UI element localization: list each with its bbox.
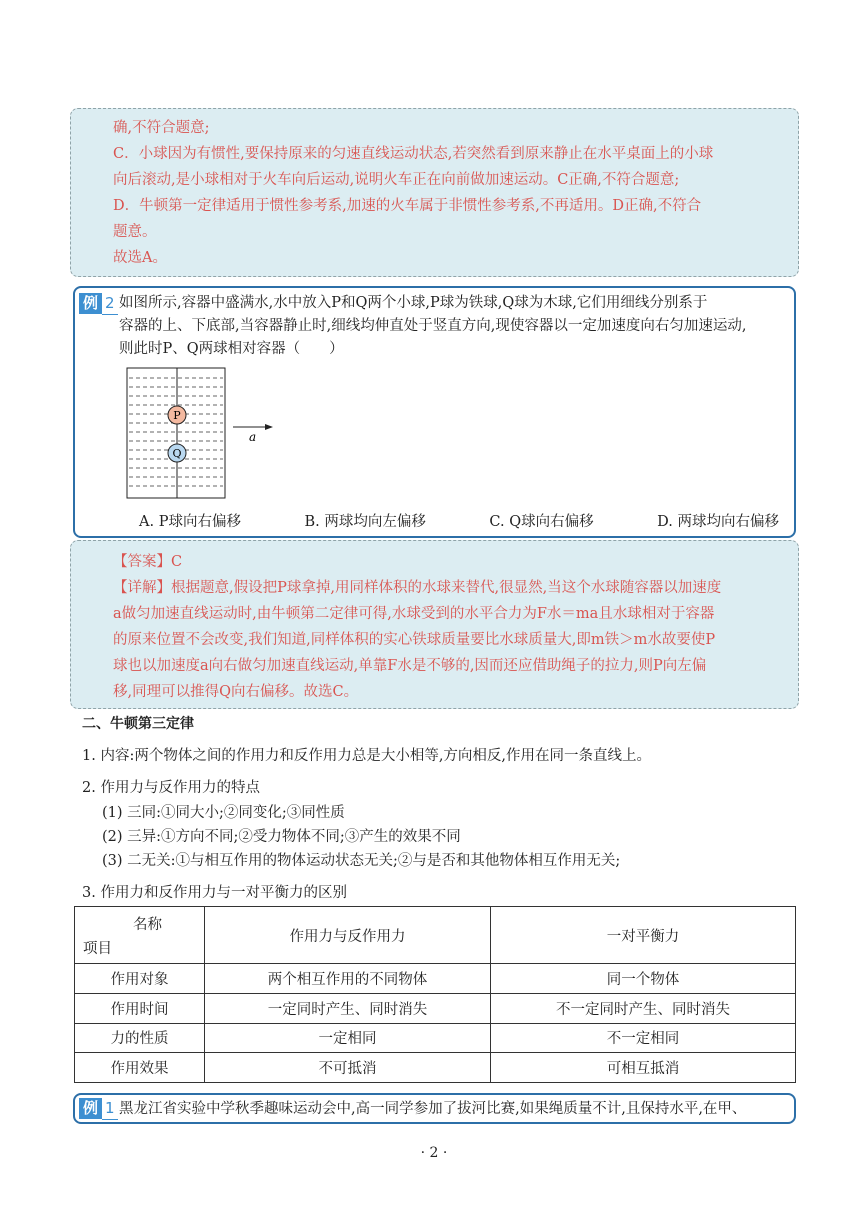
table-cell: 一定同时产生、同时消失 — [205, 993, 491, 1023]
example-tag — [79, 1098, 119, 1119]
example-2-box — [73, 286, 796, 538]
table-header-cell: 作用力与反作用力 — [205, 907, 491, 964]
content-item-2: 2. 作用力与反作用力的特点 — [82, 780, 260, 796]
ball-p-label: P — [173, 409, 181, 422]
option-c[interactable]: C. Q球向右偏移 — [489, 514, 594, 530]
table-header-cell: 一对平衡力 — [491, 907, 796, 964]
corner-top-label: 名称 — [133, 917, 162, 933]
table-cell: 不一定相同 — [491, 1023, 796, 1053]
detail-line: 的原来位置不会改变,我们知道,同样体积的实心铁球质量要比水球质量大,即m铁＞m水故要使P — [113, 632, 716, 648]
explanation-line: 向后滚动,是小球相对于火车向后运动,说明火车正在向前做加速运动。C正确,不符合题意; — [113, 172, 680, 188]
table-cell: 可相互抵消 — [491, 1053, 796, 1083]
section-heading: 二、牛顿第三定律 — [82, 716, 194, 732]
table-corner-cell — [75, 907, 205, 964]
detail-line: a做匀加速直线运动时,由牛顿第二定律可得,水球受到的水平合力为F水＝ma且水球相对于容器 — [113, 606, 715, 622]
example-tag — [79, 293, 119, 314]
comparison-table — [74, 906, 796, 1083]
table-cell: 两个相互作用的不同物体 — [205, 964, 491, 994]
example-tag-word: 例 — [79, 1098, 102, 1119]
explanation-line: C．小球因为有惯性,要保持原来的匀速直线运动状态,若突然看到原来静止在水平桌面上的小球 — [113, 146, 714, 162]
content-item-3: 3. 作用力和反作用力与一对平衡力的区别 — [82, 885, 347, 901]
sub-item-2: (2) 三异:①方向不同;②受力物体不同;③产生的效果不同 — [102, 829, 461, 845]
option-b[interactable]: B. 两球均向左偏移 — [304, 514, 426, 530]
question-line: 容器的上、下底部,当容器静止时,细线均伸直处于竖直方向,现使容器以一定加速度向右匀加速运动, — [119, 318, 747, 334]
table-header-row — [75, 907, 796, 964]
table-cell: 同一个物体 — [491, 964, 796, 994]
table-row — [75, 1023, 796, 1053]
answer-options — [139, 510, 779, 531]
explanation-line: D．牛顿第一定律适用于惯性参考系,加速的火车属于非惯性参考系,不再适用。D正确,不符合 — [113, 198, 702, 214]
detail-line: 移,同理可以推得Q向右偏移。故选C。 — [113, 684, 359, 700]
table-row — [75, 964, 796, 994]
table-row — [75, 993, 796, 1023]
content-item-1: 1. 内容:两个物体之间的作用力和反作用力总是大小相等,方向相反,作用在同一条直线上。 — [82, 748, 652, 764]
corner-bottom-label: 项目 — [83, 941, 112, 957]
table-cell: 作用时间 — [75, 993, 205, 1023]
explanation-box — [70, 108, 799, 277]
answer-line: 【答案】C — [113, 554, 183, 570]
detail-line: 球也以加速度a向右做匀加速直线运动,单靠F水是不够的,因而还应借助绳子的拉力,则P向左偏 — [113, 658, 707, 674]
answer-box — [70, 540, 799, 709]
table-cell: 作用对象 — [75, 964, 205, 994]
sub-item-1: (1) 三同:①同大小;②同变化;③同性质 — [102, 805, 345, 821]
explanation-line: 故选A。 — [113, 250, 167, 266]
table-cell: 作用效果 — [75, 1053, 205, 1083]
table-cell: 力的性质 — [75, 1023, 205, 1053]
option-a[interactable]: A. P球向右偏移 — [139, 514, 241, 530]
example-1-box — [73, 1093, 796, 1124]
ball-q-label: Q — [172, 447, 182, 460]
explanation-line: 确,不符合题意; — [113, 120, 210, 136]
table-cell: 一定相同 — [205, 1023, 491, 1053]
sub-item-3: (3) 二无关:①与相互作用的物体运动状态无关;②与是否和其他物体相互作用无关; — [102, 853, 621, 869]
table-row — [75, 1053, 796, 1083]
page-number: · 2 · — [420, 1145, 448, 1161]
example-1-question: 黑龙江省实验中学秋季趣味运动会中,高一同学参加了拔河比赛,如果绳质量不计,且保持水平,在甲、 — [119, 1101, 747, 1117]
table-cell: 不可抵消 — [205, 1053, 491, 1083]
example-tag-word: 例 — [79, 293, 102, 314]
container-figure — [123, 366, 283, 502]
explanation-line: 题意。 — [113, 224, 157, 240]
acceleration-label: a — [249, 430, 257, 444]
example-tag-number: 2 — [102, 293, 118, 315]
question-line: 如图所示,容器中盛满水,水中放入P和Q两个小球,P球为铁球,Q球为木球,它们用细线分别系于 — [119, 295, 708, 311]
example-2-question — [119, 292, 786, 361]
question-line: 则此时P、Q两球相对容器（ ） — [119, 341, 344, 357]
detail-line: 【详解】根据题意,假设把P球拿掉,用同样体积的水球来替代,很显然,当这个水球随容器以加速度 — [113, 580, 722, 596]
example-tag-number: 1 — [102, 1098, 118, 1120]
option-d[interactable]: D. 两球均向右偏移 — [657, 514, 779, 530]
table-cell: 不一定同时产生、同时消失 — [491, 993, 796, 1023]
